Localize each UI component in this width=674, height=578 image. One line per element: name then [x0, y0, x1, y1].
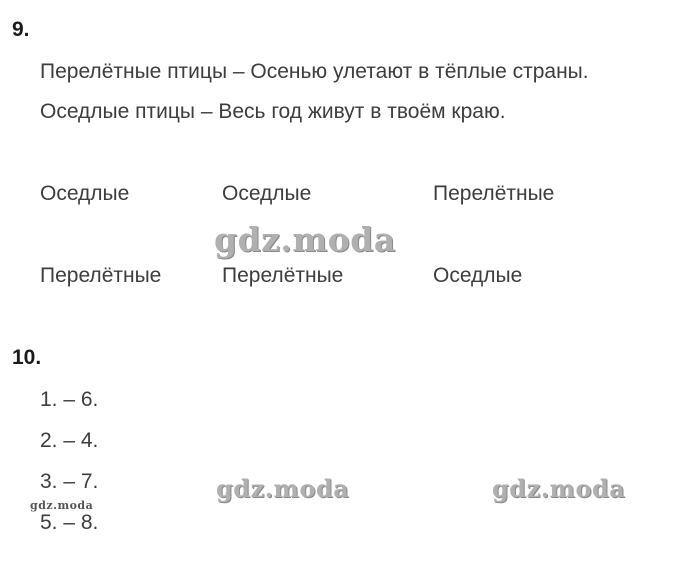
- watermark: gdz.moda: [214, 220, 396, 259]
- grid-cell: Перелётные: [222, 264, 344, 287]
- grid-cell: Оседлые: [433, 264, 523, 287]
- list-item: 1. – 6.: [40, 388, 99, 411]
- list-item: 2. – 4.: [40, 429, 99, 452]
- grid-cell: Перелётные: [433, 182, 555, 205]
- watermark: gdz.moda: [492, 474, 626, 503]
- watermark: gdz.moda: [216, 474, 350, 503]
- grid-cell: Оседлые: [40, 182, 130, 205]
- definition-line: Оседлые птицы – Весь год живут в твоём краю.: [40, 100, 506, 123]
- watermark: gdz.moda: [30, 499, 94, 512]
- task-number: 9.: [12, 18, 30, 41]
- grid-cell: Оседлые: [222, 182, 312, 205]
- list-item: 5. – 8.: [40, 511, 99, 534]
- list-item: 3. – 7.: [40, 470, 99, 493]
- grid-cell: Перелётные: [40, 264, 162, 287]
- definition-line: Перелётные птицы – Осенью улетают в тёплые страны.: [40, 60, 589, 83]
- task-number: 10.: [12, 346, 42, 369]
